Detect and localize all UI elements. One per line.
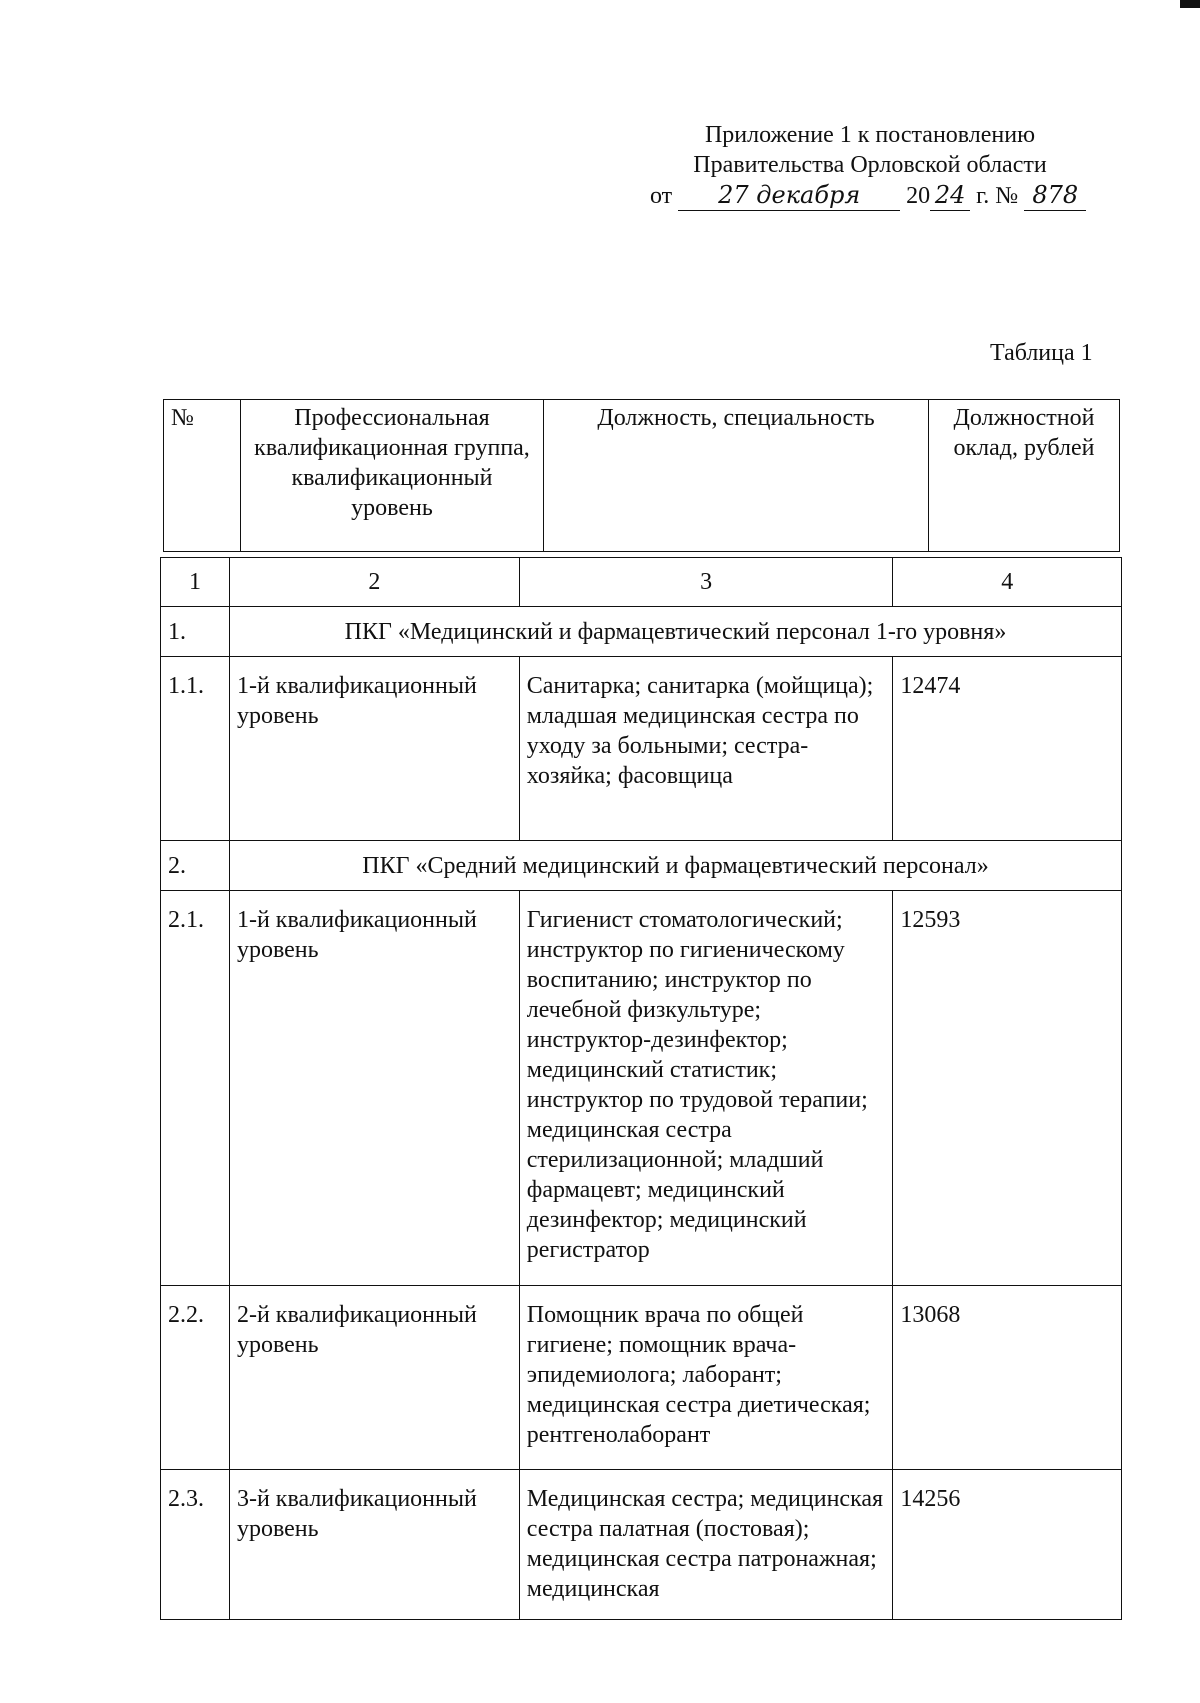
- row-positions: Помощник врача по общей гигиене; помощник врача-эпидемиолога; лаборант; медицинская сестра диетическая; рентгенолаборант: [519, 1286, 893, 1470]
- row-level: 1-й квалификационный уровень: [229, 891, 519, 1286]
- group-number: 1.: [161, 607, 230, 657]
- row-number: 2.3.: [161, 1470, 230, 1620]
- row-level: 3-й квалификационный уровень: [229, 1470, 519, 1620]
- salary-table: [160, 557, 1122, 1620]
- row-salary: 14256: [893, 1470, 1122, 1620]
- group-row: [161, 841, 1122, 891]
- row-salary: 12593: [893, 891, 1122, 1286]
- header-salary: Должностной оклад, рублей: [929, 400, 1120, 552]
- column-number-row: [161, 558, 1122, 607]
- handwritten-date: 27 декабря: [678, 180, 900, 211]
- group-name: ПКГ «Средний медицинский и фармацевтический персонал»: [229, 841, 1121, 891]
- scan-corner-mark: [1180, 0, 1200, 8]
- table-row: [161, 1286, 1122, 1470]
- row-salary: 13068: [893, 1286, 1122, 1470]
- header-line-government: Правительства Орловской области: [693, 152, 1047, 178]
- row-positions: Медицинская сестра; медицинская сестра палатная (постовая); медицинская сестра патронажная; медицинская: [519, 1470, 893, 1620]
- group-number: 2.: [161, 841, 230, 891]
- handwritten-number: 878: [1024, 180, 1086, 211]
- table-row: [161, 1470, 1122, 1620]
- row-number: 2.1.: [161, 891, 230, 1286]
- header-position: Должность, специальность: [544, 400, 929, 552]
- header-group-level: Профессиональная квалификационная группа, квалификационный уровень: [241, 400, 544, 552]
- header-line-date: [640, 180, 1100, 211]
- row-level: 1-й квалификационный уровень: [229, 657, 519, 841]
- column-number: 3: [519, 558, 893, 607]
- row-level: 2-й квалификационный уровень: [229, 1286, 519, 1470]
- year-prefix: 20: [906, 183, 931, 209]
- group-row: [161, 607, 1122, 657]
- table-row: [161, 891, 1122, 1286]
- row-number: 1.1.: [161, 657, 230, 841]
- column-number: 2: [229, 558, 519, 607]
- document-header: [640, 120, 1100, 211]
- row-positions: Санитарка; санитарка (мойщица); младшая медицинская сестра по уходу за больными; сестра-хозяйка; фасовщица: [519, 657, 893, 841]
- from-prefix: от: [650, 183, 673, 209]
- table-caption: Таблица 1: [990, 340, 1093, 366]
- row-positions: Гигиенист стоматологический; инструктор по гигиеническому воспитанию; инструктор по лечебной физкультуре; инструктор-дезинфектор; медицинский статистик; инструктор по трудовой терапии; медицинская сестра стерилизационной; младший фармацевт; медицинский дезинфектор; медицинский регистратор: [519, 891, 893, 1286]
- column-number: 1: [161, 558, 230, 607]
- handwritten-year: 24: [930, 180, 970, 211]
- row-number: 2.2.: [161, 1286, 230, 1470]
- header-row: [164, 400, 1120, 552]
- table-row: [161, 657, 1122, 841]
- table-header: [163, 399, 1120, 552]
- group-name: ПКГ «Медицинский и фармацевтический персонал 1-го уровня»: [229, 607, 1121, 657]
- header-line-appendix: Приложение 1 к постановлению: [704, 122, 1036, 148]
- column-number: 4: [893, 558, 1122, 607]
- year-suffix: г. №: [976, 183, 1019, 209]
- row-salary: 12474: [893, 657, 1122, 841]
- header-number: №: [164, 400, 241, 552]
